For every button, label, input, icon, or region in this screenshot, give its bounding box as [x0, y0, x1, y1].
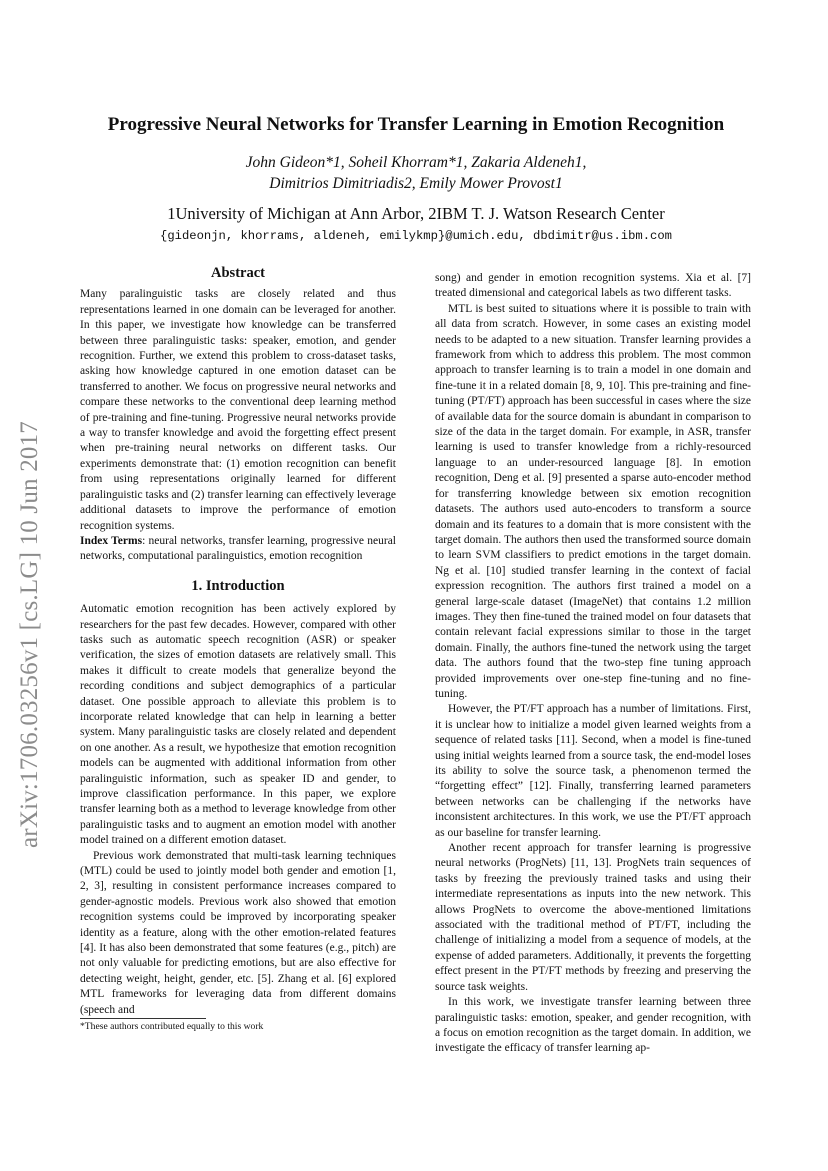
author-line-2: Dimitrios Dimitriadis2, Emily Mower Provost1 — [269, 175, 563, 192]
left-column — [80, 266, 396, 1018]
right-paragraph-3: Another recent approach for transfer learning is progressive neural networks (ProgNets) [11, 13]. ProgNets train sequences of tasks by freezing the previously trained tasks and using their intermediate representations as inputs into the new network. This allows ProgNets to overcome the above-mentioned limitations associated with the traditional method of PT/FT, including the challenge of initializing a model from a sequence of models, at the expense of added parameters. Additionally, it prevents the forgetting effect present in the PT/FT methods by freezing and preserving the source task weights. — [435, 842, 751, 993]
footnote: *These authors contributed equally to this work — [80, 1021, 264, 1032]
abstract-heading: Abstract — [211, 265, 265, 281]
index-terms-label: Index Terms — [80, 534, 143, 547]
right-paragraph-2: However, the PT/FT approach has a number of limitations. First, it is unclear how to initialize a model given learned weights from a sequence of related tasks [11]. Second, when a model is fine-tuned using initial weights learned from a source task, the end-model loses its ability to solve the source task, a phenomenon termed the “forgetting effect” [12]. Finally, transferring learned parameters between networks can be challenging if the networks have inconsistent architectures. In this work, we use the PT/FT approach as our baseline for transfer learning. — [435, 703, 751, 839]
intro-paragraph-2: Previous work demonstrated that multi-task learning techniques (MTL) could be used to jointly model both gender and emotion [1, 2, 3], resulting in consistent performance increases compared to gender-agnostic models. Previous work also showed that emotion recognition systems could be improved by incorporating speaker identity as a feature, along with the other emotion-related features [4]. It has also been demonstrated that some features (e.g., pitch) are not only valuable for predicting emotions, but are also effective for detecting weight, height, gender, etc. [5]. Zhang et al. [6] explored MTL frameworks for leveraging data from different domains (speech and — [80, 849, 396, 1016]
right-paragraph-0: song) and gender in emotion recognition systems. Xia et al. [7] treated dimensional and categorical labels as two different tasks. — [435, 272, 751, 300]
right-paragraph-4: In this work, we investigate transfer learning between three paralinguistic tasks: emotion, speaker, and gender recognition, with a focus on emotion recognition as the target domain. In addition, we investigate the efficacy of transfer learning ap- — [435, 996, 751, 1055]
author-line-1: John Gideon*1, Soheil Khorram*1, Zakaria Aldeneh1, — [245, 154, 587, 171]
index-terms-text: : neural networks, transfer learning, progressive neural networks, computational paralinguistics, emotion recognition — [80, 534, 396, 563]
abstract-body: Many paralinguistic tasks are closely related and thus representations learned in one domain can be leveraged for another. In this paper, we investigate how knowledge can be transferred between three paralinguistic tasks: speaker, emotion, and gender recognition. Further, we extend this problem to cross-dataset tasks, asking how knowledge captured in one emotion dataset can be transferred to another. We focus on progressive neural networks and compare these networks to the conventional deep learning method of pre-training and fine-tuning. Progressive neural networks provide a way to transfer knowledge and avoid the forgetting effect present when pre-training neural networks on different tasks. Our experiments demonstrate that: (1) emotion recognition can benefit from using representations originally learned for different paralinguistic tasks and (2) transfer learning can effectively leverage additional datasets to improve the performance of emotion recognition systems. — [80, 288, 396, 532]
index-terms — [80, 534, 396, 565]
author-list — [120, 152, 712, 194]
intro-paragraph-1: Automatic emotion recognition has been actively explored by researchers for the past few decades. However, compared with other tasks such as automatic speech recognition (ASR) or speaker verification, the sizes of emotion datasets are relatively small. This makes it difficult to create models that generalize beyond the recording conditions and subject demographics of a particular dataset. One possible approach to alleviate this problem is to incorporate related knowledge that can help in learning a better system. Many paralinguistic tasks are closely related and dependent on one another. As a result, we hypothesize that emotion recognition models can be augmented with additional information from other paralinguistic information, such as speaker ID and gender, to improve classification performance. In this paper, we explore transfer learning both as a method to leverage knowledge from other paralinguistic tasks and to augment an emotion model with another model trained on a different emotion dataset. — [80, 603, 396, 847]
paper-title: Progressive Neural Networks for Transfer Learning in Emotion Recognition — [107, 114, 725, 135]
right-paragraph-1: MTL is best suited to situations where it is possible to train with all data from scratch. However, in some cases an existing model needs to be adapted to a new situation. Transfer learning provides a framework from which to address this problem. The most common approach to transfer learning is to train a model in one domain and fine-tune it in a related domain [8, 9, 10]. This pre-training and fine-tuning (PT/FT) approach has been successful in cases where the size of available data for the source domain is abundant in comparison to size of the data in the target domain. For example, in ASR, transfer learning is used to transfer knowledge from a richly-resourced language to an under-resourced language [8]. In emotion recognition, Deng et al. [9] presented a sparse auto-encoder method for transferring knowledge between six emotion recognition datasets. The authors used auto-encoders to transform a source domain and its features to a domain that is more consistent with the target domain. The authors then used the transformed source domain to learn SVM classifiers to predict emotions in the target domain. Ng et al. [10] studied transfer learning in the context of facial expression recognition. The authors first trained a model on a general large-scale dataset (ImageNet) that contains 1.2 million images. They then fine-tuned the trained model on four datasets that contain relevant facial expressions similar to those in the target domain. Finally, the authors fine-tuned the network using the target data. The authors found that the two-step fine tuning approach provided improvements over one-step fine-tuning and no fine-tuning. — [435, 302, 751, 700]
author-emails: {gideonjn, khorrams, aldeneh, emilykmp}@umich.edu, dbdimitr@us.ibm.com — [160, 229, 672, 243]
arxiv-identifier-stamp: arXiv:1706.03256v1 [cs.LG] 10 Jun 2017 — [16, 421, 43, 848]
footnote-divider — [80, 1018, 206, 1019]
right-column — [435, 271, 751, 1057]
introduction-heading: 1. Introduction — [191, 577, 285, 594]
affiliation: 1University of Michigan at Ann Arbor, 2IBM T. J. Watson Research Center — [167, 204, 665, 223]
